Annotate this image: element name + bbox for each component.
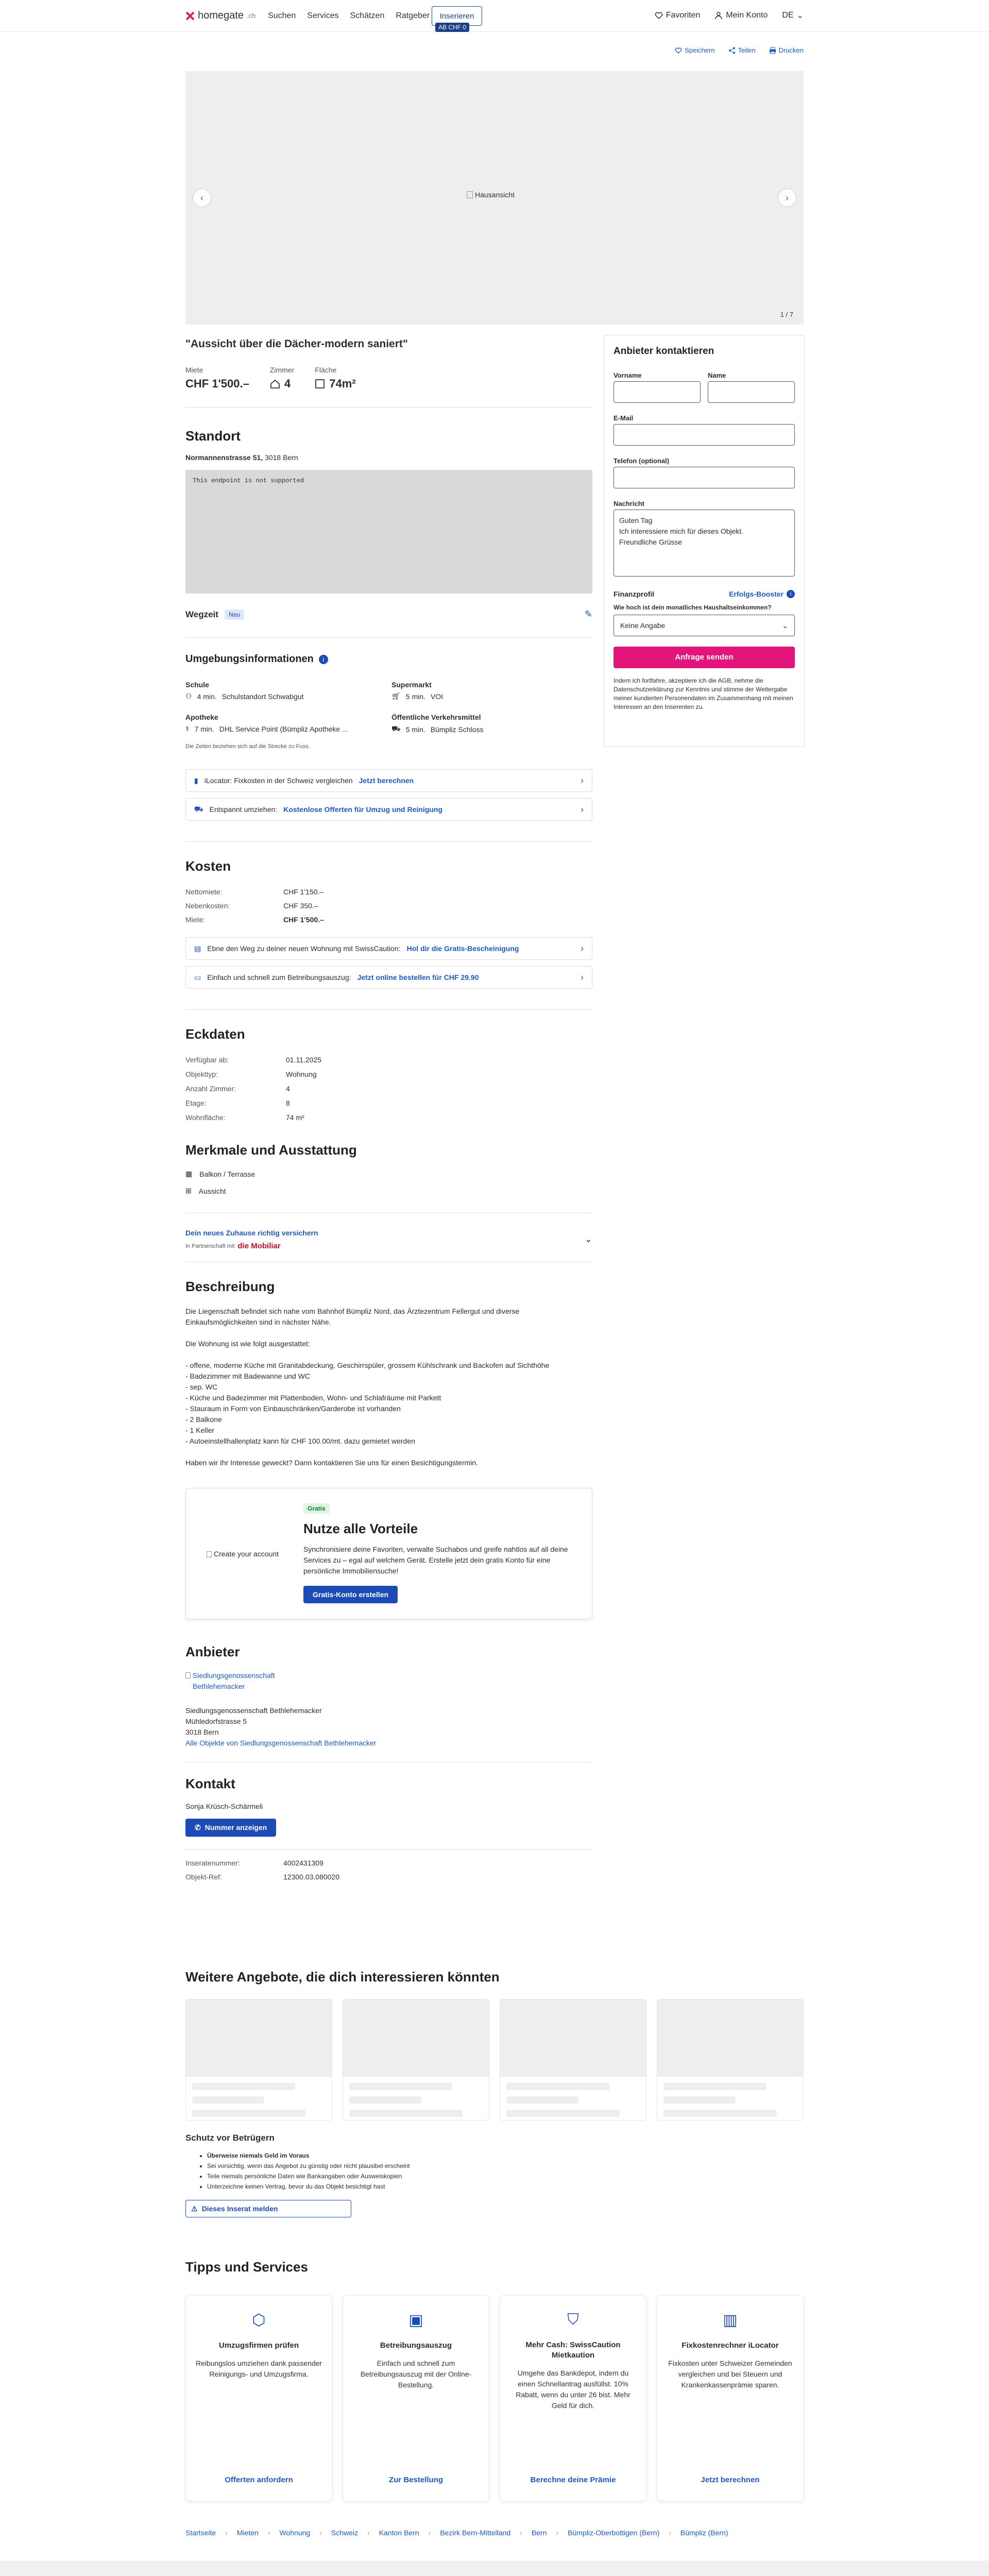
document-icon: ▤ bbox=[194, 944, 201, 953]
info-icon[interactable]: i bbox=[787, 590, 795, 598]
save-button[interactable] bbox=[675, 46, 715, 54]
homegate-logo-icon bbox=[185, 11, 195, 21]
fraud-item: • Sei vorsichtig, wenn das Angebot zu günstig oder nicht plausibel erscheint bbox=[207, 2161, 592, 2171]
phone-icon: ✆ bbox=[195, 1823, 201, 1832]
area-label: Fläche bbox=[315, 366, 337, 374]
offer-card-placeholder[interactable] bbox=[343, 1999, 489, 2121]
fraud-heading: Schutz vor Betrügern bbox=[185, 2133, 275, 2143]
gallery-next-button[interactable] bbox=[778, 189, 796, 207]
keydata-table bbox=[185, 1056, 592, 1122]
account-label: Mein Konto bbox=[726, 11, 768, 20]
promo-text: Einfach und schnell zum Betreibungsauszug: bbox=[207, 973, 351, 981]
object-ref: 12300.03.080020 bbox=[283, 1873, 339, 1881]
breadcrumb-separator: › bbox=[367, 2529, 370, 2537]
share-label: Teilen bbox=[738, 46, 756, 54]
chevron-down-icon: ⌄ bbox=[584, 1234, 592, 1244]
monitor-icon: ▭ bbox=[194, 973, 201, 981]
firstname-input[interactable] bbox=[613, 381, 701, 403]
breadcrumb-separator: › bbox=[225, 2529, 228, 2537]
cost-key: Miete: bbox=[185, 916, 206, 924]
poi-time: 4 min. bbox=[197, 692, 217, 701]
breadcrumb-separator: › bbox=[267, 2529, 270, 2537]
insurance-accordion[interactable] bbox=[185, 1229, 592, 1250]
tip-link[interactable]: Berechne deine Prämie bbox=[530, 2476, 616, 2484]
poi-time: 5 min. bbox=[405, 725, 425, 734]
poi-name: VOI bbox=[430, 692, 444, 701]
document-icon: ▣ bbox=[408, 2312, 423, 2329]
box-icon: ⬡ bbox=[252, 2312, 266, 2329]
chevron-down-icon: ⌄ bbox=[782, 621, 788, 630]
promo-link[interactable]: Jetzt online bestellen für CHF 29.90 bbox=[357, 973, 479, 981]
gallery-image bbox=[467, 191, 515, 199]
breadcrumb-item[interactable]: Mieten bbox=[236, 2529, 259, 2537]
keydata-heading: Eckdaten bbox=[185, 1026, 245, 1042]
breadcrumb-separator: › bbox=[669, 2529, 671, 2537]
fraud-item: • Überweise niemals Geld im Voraus bbox=[207, 2150, 592, 2161]
description-paragraph: - 1 Keller bbox=[185, 1426, 215, 1434]
firstname-label: Vorname bbox=[613, 371, 642, 379]
cost-value: CHF 350.– bbox=[283, 902, 318, 910]
breadcrumb-separator: › bbox=[520, 2529, 522, 2537]
description-paragraph: - Stauraum in Form von Einbauschränken/Garderobe ist vorhanden bbox=[185, 1404, 401, 1413]
nav-estimate[interactable]: Schätzen bbox=[350, 11, 385, 20]
nav-search[interactable]: Suchen bbox=[268, 11, 296, 20]
description-paragraph: - Küche und Badezimmer mit Plattenboden, Wohn- und Schlafräume mit Parkett bbox=[185, 1394, 441, 1402]
save-label: Speichern bbox=[685, 46, 715, 54]
tip-title: Fixkostenrechner iLocator bbox=[681, 2341, 779, 2350]
new-badge: Neu bbox=[225, 609, 244, 620]
insert-price-badge: AB CHF 0 bbox=[435, 23, 469, 32]
ilocator-link-row[interactable] bbox=[185, 769, 592, 792]
offer-image-placeholder bbox=[343, 1999, 489, 2077]
cost-key: Nettomiete: bbox=[185, 888, 223, 896]
image-gallery[interactable] bbox=[185, 71, 804, 325]
show-number-button[interactable] bbox=[185, 1819, 276, 1837]
listing-number-label: Inseratenummer: bbox=[185, 1859, 240, 1867]
language-label: DE bbox=[782, 11, 794, 20]
account-link[interactable] bbox=[714, 11, 768, 20]
offer-text-placeholder bbox=[506, 2096, 578, 2104]
description-paragraph: - offene, moderne Küche mit Granitabdeckung, Geschirrspüler, grossem Kühlschrank und Backofen auf Sichthöhe bbox=[185, 1361, 550, 1369]
show-number-label: Nummer anzeigen bbox=[204, 1823, 267, 1832]
tip-card-swisscaution bbox=[500, 2295, 646, 2501]
feature-label: Balkon / Terrasse bbox=[199, 1170, 255, 1178]
feature-item bbox=[185, 1187, 592, 1195]
poi-name: DHL Service Point (Bümpliz Apotheke ... bbox=[219, 724, 348, 733]
area-fact bbox=[315, 366, 355, 391]
breadcrumb-item[interactable]: Startseite bbox=[185, 2529, 216, 2537]
keydata-key: Etage: bbox=[185, 1099, 207, 1107]
balcony-icon: ▦ bbox=[185, 1170, 193, 1178]
costs-heading: Kosten bbox=[185, 858, 231, 874]
truck-icon: ⛟ bbox=[194, 804, 203, 813]
chevron-left-icon: ‹ bbox=[200, 192, 203, 203]
offer-text-placeholder bbox=[192, 2110, 305, 2117]
offer-text-placeholder bbox=[349, 2110, 463, 2117]
surroundings-grid bbox=[185, 681, 592, 734]
keydata-value: Wohnung bbox=[286, 1070, 317, 1078]
phone-input[interactable] bbox=[613, 467, 795, 488]
bus-icon: ⛟ bbox=[391, 724, 401, 733]
tip-title: Betreibungsauszug bbox=[380, 2341, 452, 2350]
offer-text-placeholder bbox=[349, 2083, 452, 2090]
map-icon: ▮ bbox=[194, 776, 198, 785]
provider-name: Siedlungsgenossenschaft Bethlehemacker bbox=[185, 1706, 322, 1715]
tip-link[interactable]: Jetzt berechnen bbox=[701, 2476, 760, 2484]
swisscaution-link-row[interactable] bbox=[185, 937, 592, 960]
features-list bbox=[185, 1170, 592, 1195]
map[interactable]: This endpoint is not supported bbox=[185, 470, 592, 594]
provider-address bbox=[185, 1705, 592, 1749]
rooms-value: 4 bbox=[284, 377, 291, 390]
keydata-key: Anzahl Zimmer: bbox=[185, 1084, 236, 1093]
promo-link[interactable]: Hol dir die Gratis-Bescheinigung bbox=[406, 944, 519, 953]
shield-icon: ⛉ bbox=[567, 2311, 579, 2328]
fraud-list bbox=[207, 2150, 592, 2192]
gallery-prev-button[interactable] bbox=[193, 189, 211, 207]
chevron-right-icon: › bbox=[786, 192, 789, 203]
message-label: Nachricht bbox=[613, 500, 644, 507]
description-paragraph: - 2 Balkone bbox=[185, 1415, 222, 1423]
user-icon bbox=[714, 11, 723, 20]
listing-actions bbox=[675, 46, 804, 54]
cost-value: CHF 1'150.– bbox=[283, 888, 324, 896]
listing-ids bbox=[185, 1859, 592, 1881]
heart-icon bbox=[675, 47, 682, 54]
finance-profile-label: Finanzprofil bbox=[613, 590, 655, 598]
insurance-partner-prefix: In Partnerschaft mit bbox=[185, 1243, 235, 1249]
share-button[interactable] bbox=[728, 46, 756, 54]
provider-heading: Anbieter bbox=[185, 1644, 240, 1659]
promo-text: iLocator: Fixkosten in der Schweiz vergleichen bbox=[204, 776, 353, 785]
offer-card-placeholder[interactable] bbox=[500, 1999, 646, 2121]
tip-link[interactable]: Offerten anfordern bbox=[225, 2476, 293, 2484]
provider-logo-alt[interactable]: Siedlungsgenossenschaft Bethlehemacker bbox=[193, 1671, 275, 1690]
poi-title: Schule bbox=[185, 681, 209, 689]
tip-text: Reibungslos umziehen dank passender Reinigungs- und Umzugsfirma. bbox=[195, 2359, 322, 2378]
cost-value: CHF 1'500.– bbox=[283, 916, 324, 924]
offer-text-placeholder bbox=[192, 2096, 264, 2104]
favorites-label: Favoriten bbox=[666, 11, 701, 20]
breadcrumb bbox=[185, 2529, 728, 2537]
poi-supermarket bbox=[391, 681, 592, 701]
fraud-item: • Unterzeichne keinen Vertrag, bevor du das Objekt besichtigt hast bbox=[207, 2181, 592, 2192]
provider-logo[interactable] bbox=[185, 1670, 275, 1692]
keydata-value: 8 bbox=[286, 1099, 290, 1107]
create-account-image-alt: Create your account bbox=[214, 1549, 279, 1558]
chevron-right-icon: › bbox=[581, 972, 584, 982]
rent-value: CHF 1'500.– bbox=[185, 377, 249, 390]
header-right bbox=[655, 10, 804, 21]
create-account-button[interactable]: Gratis-Konto erstellen bbox=[303, 1586, 398, 1603]
offer-text-placeholder bbox=[506, 2110, 620, 2117]
logo-text: homegate bbox=[198, 10, 244, 21]
description-text bbox=[185, 1306, 592, 1468]
gratis-badge: Gratis bbox=[303, 1503, 330, 1514]
keydata-value: 01.11.2025 bbox=[286, 1056, 322, 1064]
lastname-label: Name bbox=[708, 371, 726, 379]
rooms-label: Zimmer bbox=[269, 366, 295, 374]
tip-text: Einfach und schnell zum Betreibungsauszug mit der Online-Bestellung. bbox=[360, 2359, 472, 2389]
debt-extract-link-row[interactable] bbox=[185, 966, 592, 989]
tip-title: Mehr Cash: SwissCaution Mietkaution bbox=[525, 2341, 621, 2360]
income-select-value: Keine Angabe bbox=[620, 621, 666, 630]
contact-form-panel bbox=[604, 335, 805, 747]
more-offers-heading: Weitere Angebote, die dich interessieren könnten bbox=[185, 1969, 500, 1985]
area-icon bbox=[315, 379, 325, 389]
poi-title: Öffentliche Verkehrsmittel bbox=[391, 713, 481, 721]
poi-title: Supermarkt bbox=[391, 681, 432, 689]
surroundings-note: Die Zeiten beziehen sich auf die Strecke zu Fuss. bbox=[185, 743, 310, 750]
description-paragraph: - Badezimmer mit Badewanne und WC bbox=[185, 1372, 310, 1380]
tips-heading: Tipps und Services bbox=[185, 2259, 308, 2275]
favorites-link[interactable] bbox=[655, 11, 701, 20]
location-city: 3018 Bern bbox=[265, 453, 298, 462]
fraud-item: • Teile niemals persönliche Daten wie Bankangaben oder Ausweiskopien bbox=[207, 2171, 592, 2181]
provider-all-objects-link[interactable]: Alle Objekte von Siedlungsgenossenschaft Bethlehemacker bbox=[185, 1739, 377, 1747]
description-paragraph: Die Liegenschaft befindet sich nahe vom Bahnhof Bümpliz Nord, das Ärztezentrum Fellergut und diverse Einkaufsmöglichkeiten sind in nächster Nähe. bbox=[185, 1307, 520, 1326]
offer-text-placeholder bbox=[663, 2110, 777, 2117]
breadcrumb-separator: › bbox=[428, 2529, 431, 2537]
keydata-key: Wohnfläche: bbox=[185, 1113, 226, 1122]
breadcrumb-item[interactable]: Kanton Bern bbox=[379, 2529, 419, 2537]
description-paragraph: - sep. WC bbox=[185, 1383, 218, 1391]
tip-text: Fixkosten unter Schweizer Gemeinden vergleichen und bei Steuern und Krankenkassenprämie sparen. bbox=[668, 2359, 792, 2389]
edit-icon[interactable]: ✎ bbox=[584, 609, 592, 619]
broken-image-icon bbox=[207, 1551, 212, 1557]
print-label: Drucken bbox=[778, 46, 804, 54]
lastname-input[interactable] bbox=[708, 381, 795, 403]
main-nav bbox=[268, 11, 430, 21]
poi-name: Bümpliz Schloss bbox=[430, 725, 484, 734]
poi-time: 5 min. bbox=[405, 692, 425, 701]
object-ref-label: Objekt-Ref: bbox=[185, 1873, 222, 1881]
site-footer bbox=[0, 2561, 989, 2576]
send-request-button[interactable]: Anfrage senden bbox=[613, 647, 795, 668]
tip-link[interactable]: Zur Bestellung bbox=[388, 2476, 443, 2484]
gallery-image-alt: Hausansicht bbox=[475, 191, 515, 199]
report-listing-button[interactable] bbox=[185, 2200, 351, 2217]
mobiliar-logo: die Mobiliar bbox=[237, 1242, 281, 1250]
report-listing-label: Dieses Inserat melden bbox=[201, 2205, 278, 2213]
offer-text-placeholder bbox=[663, 2096, 736, 2104]
site-header bbox=[0, 0, 989, 32]
offer-text-placeholder bbox=[192, 2083, 295, 2090]
phone-label: Telefon (optional) bbox=[613, 457, 670, 465]
income-select[interactable] bbox=[613, 615, 795, 636]
success-booster-link[interactable]: Erfolgs-Booster bbox=[729, 590, 783, 598]
share-icon bbox=[728, 47, 736, 54]
contact-person: Sonja Krüsch-Schärmeli bbox=[185, 1802, 263, 1810]
listing-number: 4002431309 bbox=[283, 1859, 323, 1867]
gratis-text: Synchronisiere deine Favoriten, verwalte Suchabos und greife nahtlos auf all deine Services zu – egal auf welchem Gerät. Erstelle jetzt dein gratis Konto für eine persönliche Immobiliensuche! bbox=[303, 1545, 568, 1575]
poi-title: Apotheke bbox=[185, 713, 218, 721]
offer-text-placeholder bbox=[663, 2083, 766, 2090]
breadcrumb-item[interactable]: Schweiz bbox=[331, 2529, 359, 2537]
view-icon: ⊞ bbox=[185, 1187, 192, 1195]
broken-image-icon bbox=[185, 1672, 191, 1679]
house-icon bbox=[270, 379, 280, 389]
info-icon[interactable]: i bbox=[319, 655, 328, 664]
fraud-section bbox=[185, 2133, 592, 2217]
description-heading: Beschreibung bbox=[185, 1279, 275, 1294]
promo-text: Ebne den Weg zu deiner neuen Wohnung mit SwissCaution: bbox=[207, 944, 401, 953]
commute-label: Wegzeit bbox=[185, 609, 218, 619]
promo-link[interactable]: Jetzt berechnen bbox=[359, 776, 414, 785]
heart-icon bbox=[655, 12, 663, 19]
cost-key: Nebenkosten: bbox=[185, 902, 230, 910]
chevron-right-icon: › bbox=[581, 775, 584, 786]
chevron-right-icon: › bbox=[581, 804, 584, 815]
broken-image-icon bbox=[467, 191, 473, 198]
rent-label: Miete bbox=[185, 366, 203, 374]
pharmacy-icon: ⚕ bbox=[185, 724, 190, 733]
chevron-right-icon: › bbox=[581, 943, 584, 954]
keydata-key: Objekttyp: bbox=[185, 1070, 218, 1078]
breadcrumb-item[interactable]: Wohnung bbox=[279, 2529, 311, 2537]
rent-fact bbox=[185, 366, 249, 391]
provider-street: Mühledorfstrasse 5 bbox=[185, 1717, 247, 1725]
create-account-image bbox=[207, 1550, 283, 1558]
breadcrumb-item[interactable]: Bümpliz (Bern) bbox=[680, 2529, 728, 2537]
listing-main bbox=[185, 335, 592, 1881]
poi-pharmacy bbox=[185, 713, 391, 734]
nav-guide[interactable]: Ratgeber bbox=[396, 11, 430, 20]
description-paragraph: Haben wir Ihr Interesse geweckt? Dann kontaktieren Sie uns für einen Besichtigungstermin. bbox=[185, 1459, 479, 1467]
offer-text-placeholder bbox=[349, 2096, 421, 2104]
poi-time: 7 min. bbox=[194, 724, 214, 733]
offer-card-placeholder[interactable] bbox=[657, 1999, 804, 2121]
rooms-fact bbox=[270, 366, 294, 391]
offer-image-placeholder bbox=[500, 1999, 646, 2077]
tip-text: Umgehe das Bankdepot, indem du einen Schnellantrag ausfüllst. 10% Rabatt, wenn du unter 26 bist. Mehr Geld für dich. bbox=[516, 2369, 630, 2410]
gallery-counter: 1 / 7 bbox=[780, 311, 793, 318]
listing-title: "Aussicht über die Dächer-modern saniert" bbox=[185, 338, 408, 350]
features-heading: Merkmale und Ausstattung bbox=[185, 1142, 357, 1158]
legal-notice: Indem ich fortfahre, akzeptiere ich die AGB, nehme die Datenschutzerklärung zur Kenntnis und stimme der Weitergabe meiner kundierten Personendaten im Zusammenhang mit meinen Interessen an den Inserenten zu. bbox=[613, 677, 793, 710]
insert-button[interactable]: Inserieren bbox=[432, 6, 482, 26]
tip-card-ilocator bbox=[657, 2295, 804, 2501]
language-select[interactable] bbox=[782, 10, 804, 21]
insurance-title[interactable]: Dein neues Zuhause richtig versichern bbox=[185, 1229, 318, 1237]
costs-table bbox=[185, 888, 592, 924]
description-paragraph: Die Wohnung ist wie folgt ausgestattet: bbox=[185, 1340, 310, 1348]
breadcrumb-item[interactable]: Bümpliz-Oberbottigen (Bern) bbox=[568, 2529, 660, 2537]
description-paragraph: - Autoeinstellhallenplatz kann für CHF 100.00/mt. dazu gemietet werden bbox=[185, 1437, 415, 1445]
walk-icon: ⚇ bbox=[185, 692, 192, 700]
income-question: Wie hoch ist dein monatliches Haushaltseinkommen? bbox=[613, 604, 772, 611]
email-label: E-Mail bbox=[613, 414, 634, 422]
gratis-title: Nutze alle Vorteile bbox=[303, 1521, 418, 1536]
map-icon: ▥ bbox=[723, 2312, 738, 2329]
key-facts bbox=[185, 366, 592, 391]
keydata-value: 4 bbox=[286, 1084, 290, 1093]
offer-image-placeholder bbox=[186, 1999, 332, 2077]
warning-icon: ⚠ bbox=[191, 2204, 198, 2213]
surroundings-heading: Umgebungsinformationen bbox=[185, 653, 314, 665]
poi-transport bbox=[391, 713, 592, 734]
offer-image-placeholder bbox=[657, 1999, 803, 2077]
account-promo-box bbox=[185, 1488, 592, 1619]
offer-text-placeholder bbox=[506, 2083, 609, 2090]
email-input[interactable] bbox=[613, 424, 795, 446]
chevron-down-icon: ⌄ bbox=[796, 11, 804, 20]
location-street: Normannenstrasse 51, bbox=[185, 453, 263, 462]
cart-icon: 🛒︎ bbox=[391, 692, 401, 700]
tip-title: Umzugsfirmen prüfen bbox=[218, 2341, 299, 2350]
message-textarea[interactable]: Guten Tag Ich interessiere mich für dieses Objekt. Freundliche Grüsse bbox=[613, 510, 795, 577]
tip-card-debt-extract bbox=[343, 2295, 489, 2501]
feature-label: Aussicht bbox=[198, 1187, 226, 1195]
provider-city: 3018 Bern bbox=[185, 1728, 219, 1736]
contact-form-title: Anbieter kontaktieren bbox=[613, 346, 714, 357]
promo-link[interactable]: Kostenlose Offerten für Umzug und Reinigung bbox=[283, 805, 442, 814]
logo-suffix: .ch bbox=[246, 12, 256, 20]
moving-link-row[interactable] bbox=[185, 798, 592, 821]
homegate-logo[interactable] bbox=[185, 10, 255, 22]
offer-card-placeholder[interactable] bbox=[185, 1999, 332, 2121]
breadcrumb-item[interactable]: Bern bbox=[531, 2529, 547, 2537]
location-heading: Standort bbox=[185, 428, 241, 444]
printer-icon bbox=[769, 47, 776, 54]
feature-item bbox=[185, 1170, 592, 1178]
nav-services[interactable]: Services bbox=[307, 11, 339, 20]
contact-heading: Kontakt bbox=[185, 1776, 235, 1791]
promo-text: Entspannt umziehen: bbox=[209, 805, 278, 814]
breadcrumb-separator: › bbox=[556, 2529, 559, 2537]
keydata-key: Verfügbar ab: bbox=[185, 1056, 229, 1064]
area-value: 74m² bbox=[329, 377, 356, 390]
poi-school bbox=[185, 681, 391, 701]
breadcrumb-separator: › bbox=[319, 2529, 322, 2537]
print-button[interactable] bbox=[769, 46, 804, 54]
breadcrumb-item[interactable]: Bezirk Bern-Mittelland bbox=[440, 2529, 511, 2537]
poi-name: Schulstandort Schwabgut bbox=[221, 692, 304, 701]
keydata-value: 74 m² bbox=[286, 1113, 304, 1122]
tip-card-moving bbox=[185, 2295, 332, 2501]
